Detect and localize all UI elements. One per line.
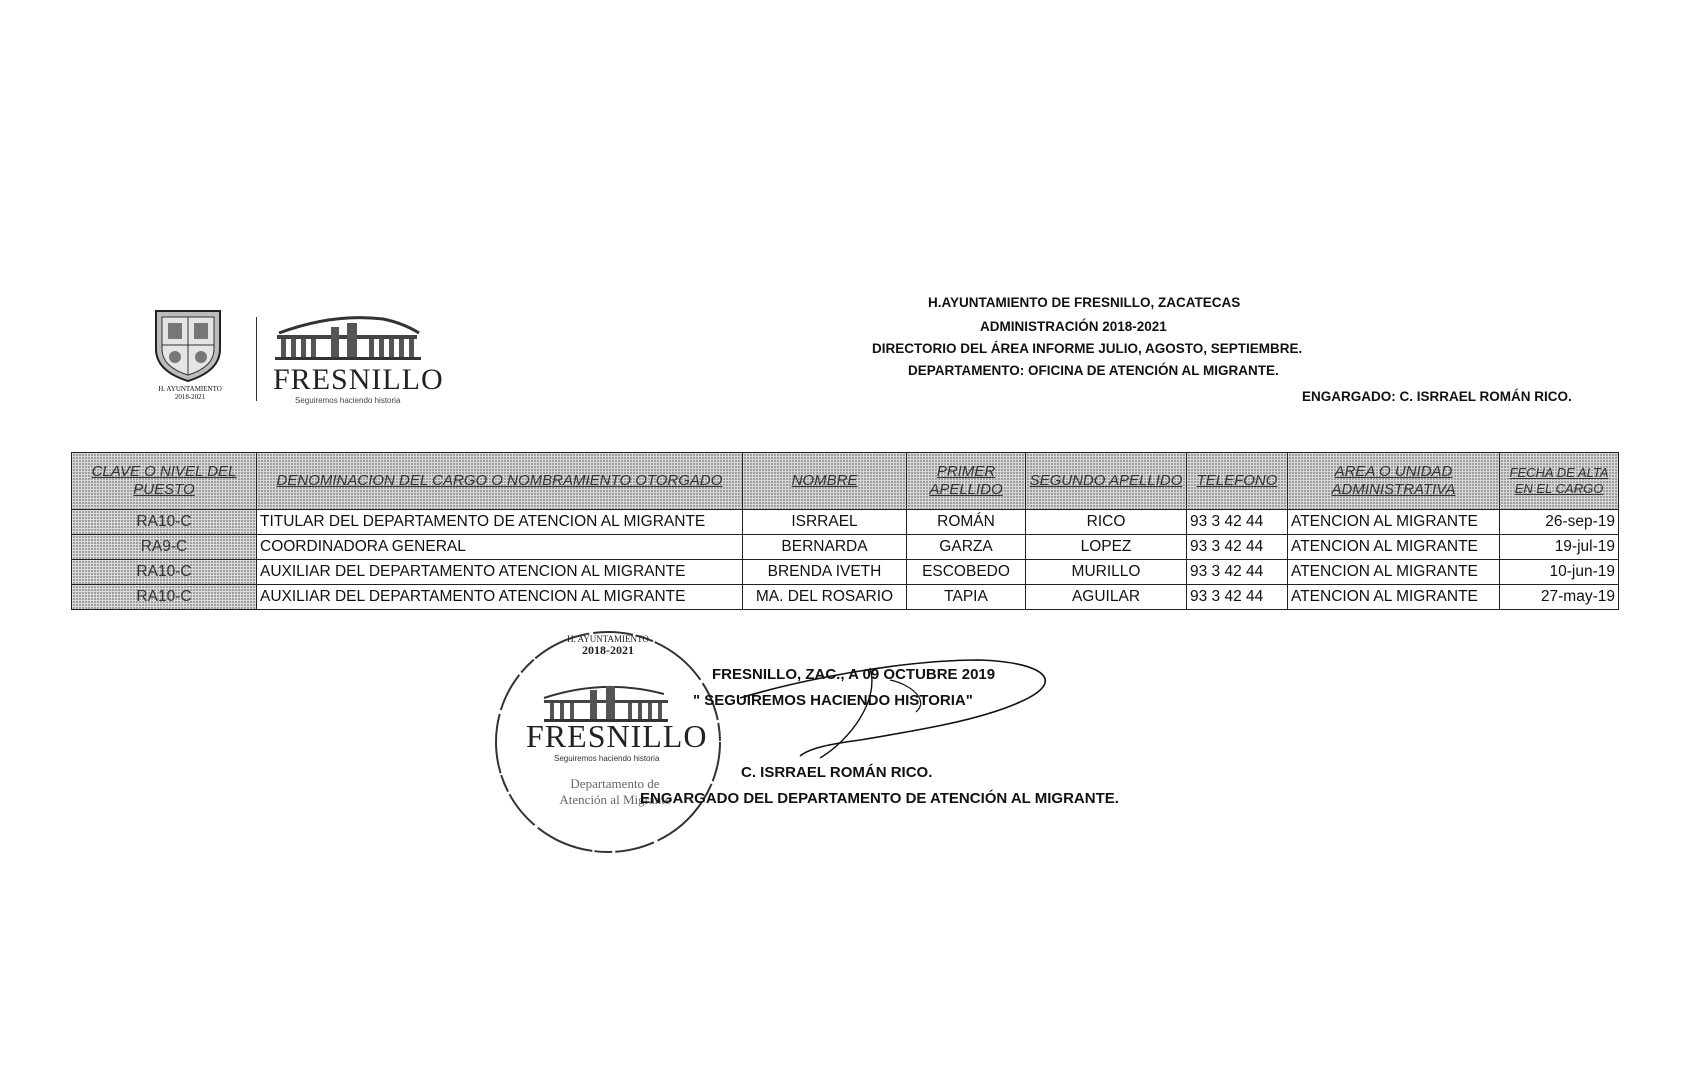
cell-segundo-apellido: RICO <box>1026 510 1187 535</box>
cell-nombre: ISRRAEL <box>743 510 907 535</box>
cell-telefono: 93 3 42 44 <box>1187 560 1288 585</box>
cell-nombre: MA. DEL ROSARIO <box>743 585 907 610</box>
col-header-primer-apellido: PRIMER APELLIDO <box>907 453 1026 510</box>
col-header-clave: CLAVE O NIVEL DEL PUESTO <box>72 453 257 510</box>
cell-segundo-apellido: AGUILAR <box>1026 585 1187 610</box>
cell-segundo-apellido: LOPEZ <box>1026 535 1187 560</box>
handwritten-signature <box>680 640 1100 780</box>
col-header-fecha: FECHA DE ALTA EN EL CARGO <box>1500 453 1619 510</box>
cell-clave: RA10-C <box>72 510 257 535</box>
seal-caption-line2: 2018-2021 <box>174 393 206 401</box>
col-header-nombre: NOMBRE <box>743 453 907 510</box>
table-row <box>72 585 1619 610</box>
cell-cargo: AUXILIAR DEL DEPARTAMENTO ATENCION AL MIGRANTE <box>257 585 743 610</box>
logo-divider <box>256 317 257 401</box>
cell-area: ATENCION AL MIGRANTE <box>1288 535 1500 560</box>
cell-clave: RA10-C <box>72 560 257 585</box>
stamp-dept-line1: Departamento de <box>570 776 660 791</box>
place-date: FRESNILLO, ZAC., A 09 OCTUBRE 2019 <box>712 666 996 683</box>
fresnillo-logo <box>273 313 473 403</box>
cell-cargo: COORDINADORA GENERAL <box>257 535 743 560</box>
header-line-2: ADMINISTRACIÓN 2018-2021 <box>980 319 1167 334</box>
cell-area: ATENCION AL MIGRANTE <box>1288 560 1500 585</box>
col-header-cargo: DENOMINACION DEL CARGO O NOMBRAMIENTO OTORGADO <box>257 453 743 510</box>
cell-area: ATENCION AL MIGRANTE <box>1288 510 1500 535</box>
header-line-5: ENGARGADO: C. ISRRAEL ROMÁN RICO. <box>1302 389 1572 404</box>
table-header-row <box>72 453 1619 510</box>
cell-nombre: BERNARDA <box>743 535 907 560</box>
cell-primer-apellido: GARZA <box>907 535 1026 560</box>
cell-fecha: 27-may-19 <box>1500 585 1619 610</box>
staff-directory-table <box>71 452 1619 610</box>
table-row <box>72 560 1619 585</box>
table-row <box>72 510 1619 535</box>
header-line-3: DIRECTORIO DEL ÁREA INFORME JULIO, AGOSTO, SEPTIEMBRE. <box>872 341 1303 356</box>
stamp-tagline: Seguiremos haciendo historia <box>554 754 660 763</box>
cell-primer-apellido: ROMÁN <box>907 510 1026 535</box>
cell-fecha: 10-jun-19 <box>1500 560 1619 585</box>
signer-title: ENGARGADO DEL DEPARTAMENTO DE ATENCIÓN AL MIGRANTE. <box>640 790 1119 807</box>
header-line-1: H.AYUNTAMIENTO DE FRESNILLO, ZACATECAS <box>928 295 1241 310</box>
cell-nombre: BRENDA IVETH <box>743 560 907 585</box>
col-header-area: AREA O UNIDAD ADMINISTRATIVA <box>1288 453 1500 510</box>
brand-tagline: Seguiremos haciendo historia <box>295 396 401 405</box>
cell-telefono: 93 3 42 44 <box>1187 510 1288 535</box>
cell-clave: RA9-C <box>72 535 257 560</box>
cell-primer-apellido: TAPIA <box>907 585 1026 610</box>
table-row <box>72 535 1619 560</box>
building-icon <box>273 313 423 361</box>
header-logos <box>148 305 478 405</box>
motto: " SEGUIREMOS HACIENDO HISTORIA" <box>693 692 973 709</box>
cell-clave: RA10-C <box>72 585 257 610</box>
stamp-dept-line2: Atención al Migrante <box>559 792 671 807</box>
stamp-year: 2018-2021 <box>582 643 634 657</box>
col-header-telefono: TELEFONO <box>1187 453 1288 510</box>
cell-fecha: 26-sep-19 <box>1500 510 1619 535</box>
col-header-segundo-apellido: SEGUNDO APELLIDO <box>1026 453 1187 510</box>
cell-cargo: TITULAR DEL DEPARTAMENTO DE ATENCION AL MIGRANTE <box>257 510 743 535</box>
cell-primer-apellido: ESCOBEDO <box>907 560 1026 585</box>
stamp-brand-name: FRESNILLO <box>526 718 708 754</box>
cell-segundo-apellido: MURILLO <box>1026 560 1187 585</box>
brand-name: FRESNILLO <box>273 363 444 396</box>
stamp-top-line: H. AYUNTAMIENTO <box>567 634 649 644</box>
cell-telefono: 93 3 42 44 <box>1187 535 1288 560</box>
seal-caption-line1: H. AYUNTAMIENTO <box>158 385 222 393</box>
coat-of-arms-icon <box>148 305 228 385</box>
cell-area: ATENCION AL MIGRANTE <box>1288 585 1500 610</box>
header-line-4: DEPARTAMENTO: OFICINA DE ATENCIÓN AL MIGRANTE. <box>908 363 1279 378</box>
cell-cargo: AUXILIAR DEL DEPARTAMENTO ATENCION AL MIGRANTE <box>257 560 743 585</box>
municipal-seal <box>148 305 228 405</box>
signer-name: C. ISRRAEL ROMÁN RICO. <box>741 764 933 781</box>
cell-telefono: 93 3 42 44 <box>1187 585 1288 610</box>
cell-fecha: 19-jul-19 <box>1500 535 1619 560</box>
